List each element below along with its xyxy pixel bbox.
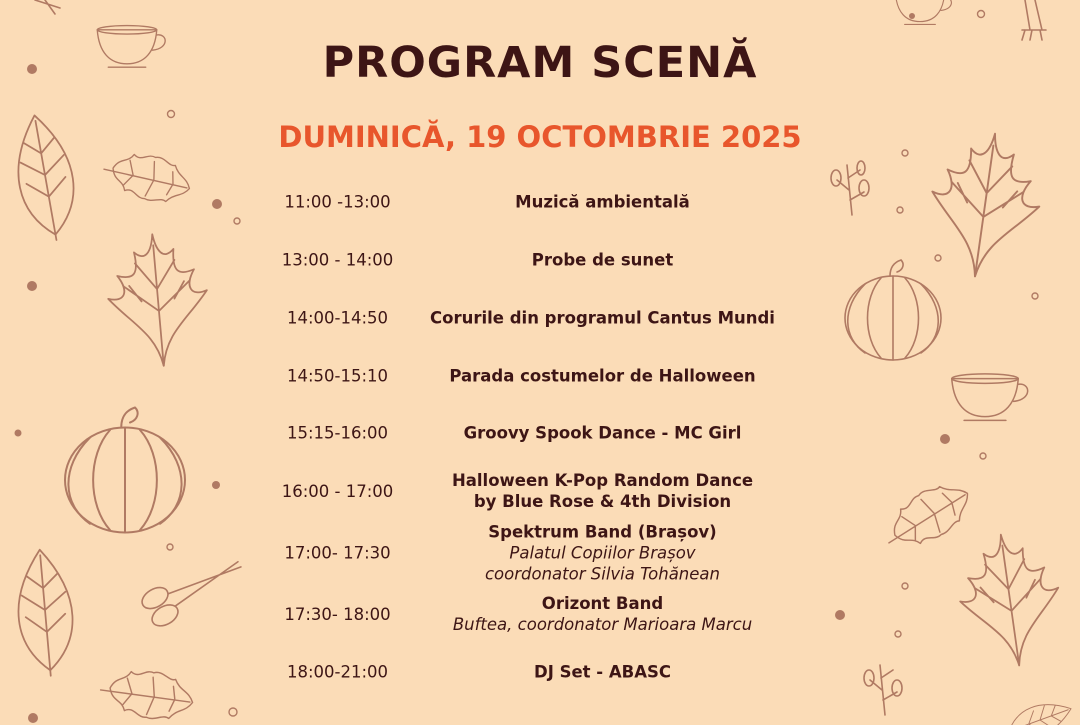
slot-time: 17:00- 17:30 (284, 543, 391, 563)
slot-detail: Buftea, coordonator Marioara Marcu (452, 615, 753, 634)
slot-time: 13:00 - 14:00 (281, 250, 394, 270)
slot-event: Spektrum Band (Brașov) (488, 522, 717, 542)
slot-event-line2: by Blue Rose & 4th Division (473, 492, 732, 511)
slot-time: 14:50-15:10 (286, 366, 389, 386)
slot-event: Parada costumelor de Halloween (449, 366, 756, 386)
schedule-row (270, 662, 800, 683)
slot-event: Probe de sunet (531, 250, 674, 270)
schedule-row (270, 522, 800, 585)
slot-time: 11:00 -13:00 (284, 192, 391, 212)
slot-time: 16:00 - 17:00 (281, 481, 394, 501)
slot-time: 14:00-14:50 (286, 308, 389, 328)
schedule-row (270, 192, 800, 213)
page-title: PROGRAM SCENĂ (322, 38, 758, 88)
slot-time: 15:15-16:00 (286, 423, 389, 443)
schedule-row (270, 470, 800, 512)
schedule-row (270, 308, 800, 329)
slot-event: Orizont Band (541, 594, 664, 613)
slot-event: DJ Set - ABASC (534, 662, 671, 682)
slot-event: Muzică ambientală (515, 192, 690, 212)
slot-detail-line2: coordonator Silvia Tohănean (484, 564, 720, 584)
schedule-row (270, 366, 800, 387)
event-date: DUMINICĂ, 19 OCTOMBRIE 2025 (278, 120, 802, 154)
schedule-row (270, 423, 800, 444)
slot-detail: Palatul Copiilor Brașov (509, 543, 696, 563)
slot-time: 18:00-21:00 (286, 662, 389, 682)
schedule-row (270, 593, 800, 635)
slot-time: 17:30- 18:00 (284, 604, 391, 624)
schedule-row (270, 250, 800, 271)
slot-event: Halloween K-Pop Random Dance (451, 471, 754, 490)
slot-event: Corurile din programul Cantus Mundi (430, 308, 775, 328)
slot-event: Groovy Spook Dance - MC Girl (463, 423, 742, 443)
